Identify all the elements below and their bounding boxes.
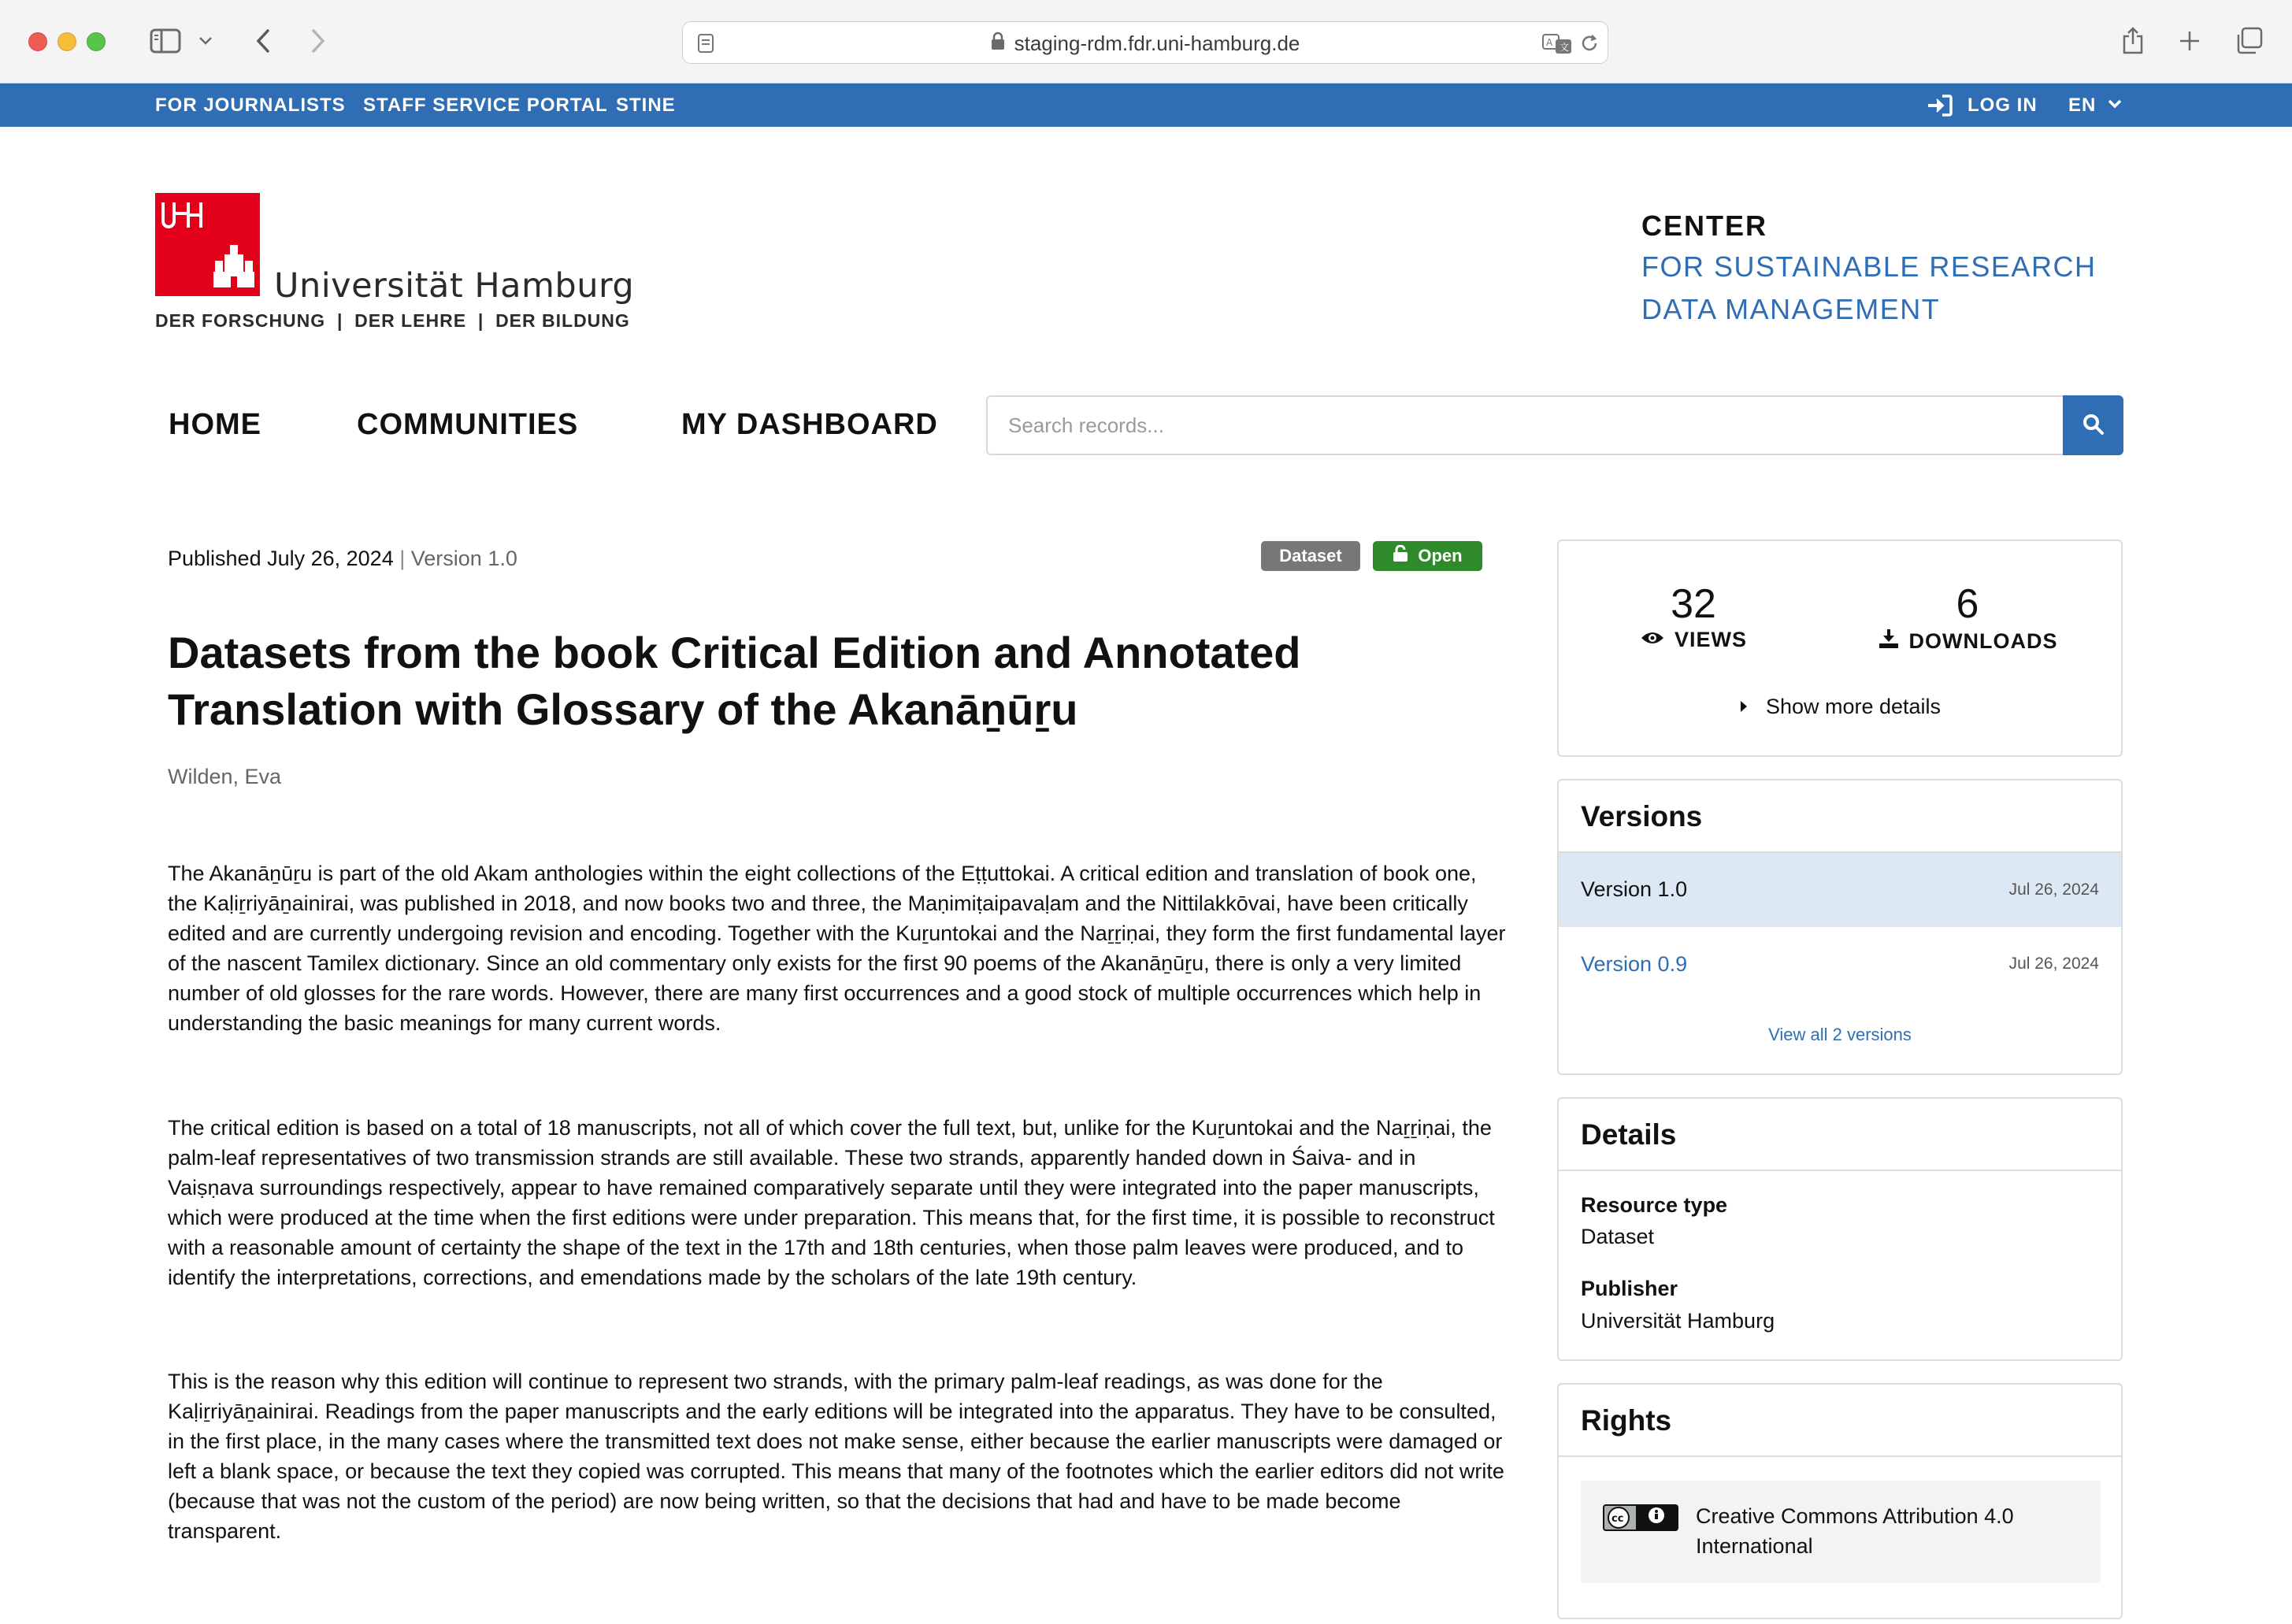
address-bar[interactable] [682,21,1608,64]
browser-toolbar [0,0,2292,83]
uhh-logo[interactable] [155,193,260,296]
chevron-down-icon[interactable] [194,24,217,58]
record-version: Version 1.0 [410,547,517,570]
version-item-label[interactable]: Version 0.9 [1581,951,1688,976]
download-icon [1878,628,1900,655]
resource-type-badge-label: Dataset [1279,546,1342,565]
lock-icon [991,32,1005,56]
search-icon [2082,413,2105,438]
sidebar-toggle-icon[interactable] [148,24,183,58]
tab-overview-icon[interactable] [2232,24,2267,58]
publisher-label: Publisher [1581,1277,1678,1300]
university-name: Universität Hamburg [274,266,635,306]
downloads-label: DOWNLOADS [1908,629,2058,653]
views-count: 32 [1671,581,1716,627]
svg-text:A: A [1546,37,1553,48]
nav-home[interactable]: HOME [169,408,261,441]
login-icon[interactable] [1927,94,1953,121]
rights-title: Rights [1559,1385,2121,1457]
stine-link[interactable]: STINE [616,95,676,116]
resource-type-badge [1261,541,1360,571]
details-title: Details [1559,1099,2121,1171]
description-paragraph-1: The Akanāṉūṟu is part of the old Akam anthologies within the eight collections of the Eṭṭuttokai. A critical edition and translation of book one, the Kaḷiṟriyāṉainirai, was published in 2018, and now books two and three, the Maṇimiṭaipavaḷam and the Nittilakkōvai, have been critically edited and are currently undergoing revision and encoding. Together with the Kuṟuntokai and the Naṟṟiṇai, they form the first fundamental layer of the nascent Tamilex dictionary. Since an old commentary only exists for the first 90 poems of the Akanāṉūṟu, there is only a very limited number of old glosses for the rare words. However, there are many first occurrences and a good stock of multiple occurrences which help in understanding the basic meanings for many current words. [168,862,1506,1035]
publication-info [168,547,517,571]
downloads-stat [1849,580,2086,655]
version-item-date: Jul 26, 2024 [2008,955,2099,973]
version-item-date: Jul 26, 2024 [2008,880,2099,899]
access-status-badge [1373,541,1482,571]
view-all-versions-link[interactable]: View all 2 versions [1768,1025,1912,1044]
university-tagline: DER FORSCHUNG | DER LEHRE | DER BILDUNG [155,310,630,331]
show-more-details-toggle[interactable] [1559,695,2121,719]
caret-right-icon [1739,695,1749,719]
description-paragraph-3: This is the reason why this edition will continue to represent two strands, with the primary palm-leaf readings, as was done for the Kaḷiṟriyāṉainirai. Readings from the paper manuscripts and the early editions will be integrated into the apparatus. They have to be consulted, in the first place, in the many cases where the transmitted text does not make sense, either because the earlier manuscripts were damaged or left a blank space, or because the text they copied was corrupted. This means that many of the footnotes which the earlier editors did not write (because that was not the custom of the period) are now being written, so that the decisions that had and have to be made become transparent. [168,1370,1504,1543]
center-title: CENTER [1641,209,1768,242]
translate-icon[interactable] [1541,32,1573,59]
cc-by-icon [1603,1504,1678,1531]
publisher-value: Universität Hamburg [1581,1309,1775,1333]
license-name[interactable]: Creative Commons Attribution 4.0 International [1696,1504,2014,1558]
staff-service-portal-link[interactable]: STAFF SERVICE PORTAL [363,95,608,116]
resource-type-label: Resource type [1581,1193,1728,1217]
version-item-previous[interactable] [1559,927,2121,1001]
svg-text:cc: cc [1611,1513,1624,1525]
close-window-button[interactable] [28,32,47,51]
nav-my-dashboard[interactable]: MY DASHBOARD [681,408,938,441]
zoom-window-button[interactable] [87,32,106,51]
login-link[interactable]: LOG IN [1967,95,2038,116]
back-icon[interactable] [246,24,280,58]
creator-name[interactable]: Wilden, Eva [168,765,282,788]
for-journalists-link[interactable]: FOR JOURNALISTS [155,95,346,116]
rights-panel [1557,1383,2123,1619]
license-item[interactable] [1581,1481,2101,1583]
separator: | [399,547,406,570]
record-title: Datasets from the book Critical Edition and Annotated Translation with Glossary of the Akanāṉūṟu [168,628,1301,734]
version-item-label: Version 1.0 [1581,877,1688,901]
views-stat [1575,580,1812,652]
svg-text:文: 文 [1560,42,1570,53]
center-subtitle-line-1: FOR SUSTAINABLE RESEARCH [1641,250,2097,283]
reload-icon[interactable] [1579,33,1600,57]
unlock-icon [1393,545,1408,567]
minimize-window-button[interactable] [57,32,76,51]
show-more-details-label: Show more details [1765,695,1942,718]
new-tab-icon[interactable] [2172,24,2207,58]
url-text: staging-rdm.fdr.uni-hamburg.de [1014,31,1300,55]
search-input[interactable] [986,395,2063,455]
language-selector[interactable]: EN [2068,95,2097,116]
downloads-count: 6 [1956,581,1979,627]
share-icon[interactable] [2116,24,2150,58]
search-button[interactable] [2063,395,2123,455]
versions-title: Versions [1559,780,2121,853]
version-item-current[interactable] [1559,853,2121,927]
forward-icon[interactable] [301,24,336,58]
resource-type-value: Dataset [1581,1225,1655,1248]
versions-panel [1557,779,2123,1075]
views-label: VIEWS [1674,628,1747,651]
description-paragraph-2: The critical edition is based on a total of 18 manuscripts, not all of which cover the full text, but, unlike for the Kuṟuntokai and the Naṟṟiṇai, the palm-leaf representatives of two transmission strands are still available. These two strands, apparently handed down in Śaiva- and in Vaiṣṇava surroundings respectively, appear to have remained comparatively separate until they were integrated into the paper manuscripts, which were produced at the time when the first editions were under preparation. This means that, for the first time, it is possible to reconstruct with a reasonable amount of certainty the shape of the text in the 17th and 18th centuries, when those palm leaves were produced, and to identify the interpretations, corrections, and emendations made by the scholars of the late 19th century. [168,1116,1495,1289]
details-panel [1557,1097,2123,1361]
center-subtitle-line-2: DATA MANAGEMENT [1641,293,1941,325]
top-utility-bar [0,83,2292,127]
eye-icon [1640,628,1665,652]
stats-panel [1557,539,2123,757]
chevron-down-icon[interactable] [2107,98,2123,114]
access-status-label: Open [1418,546,1463,565]
nav-communities[interactable]: COMMUNITIES [357,408,579,441]
published-date: Published July 26, 2024 [168,547,394,570]
